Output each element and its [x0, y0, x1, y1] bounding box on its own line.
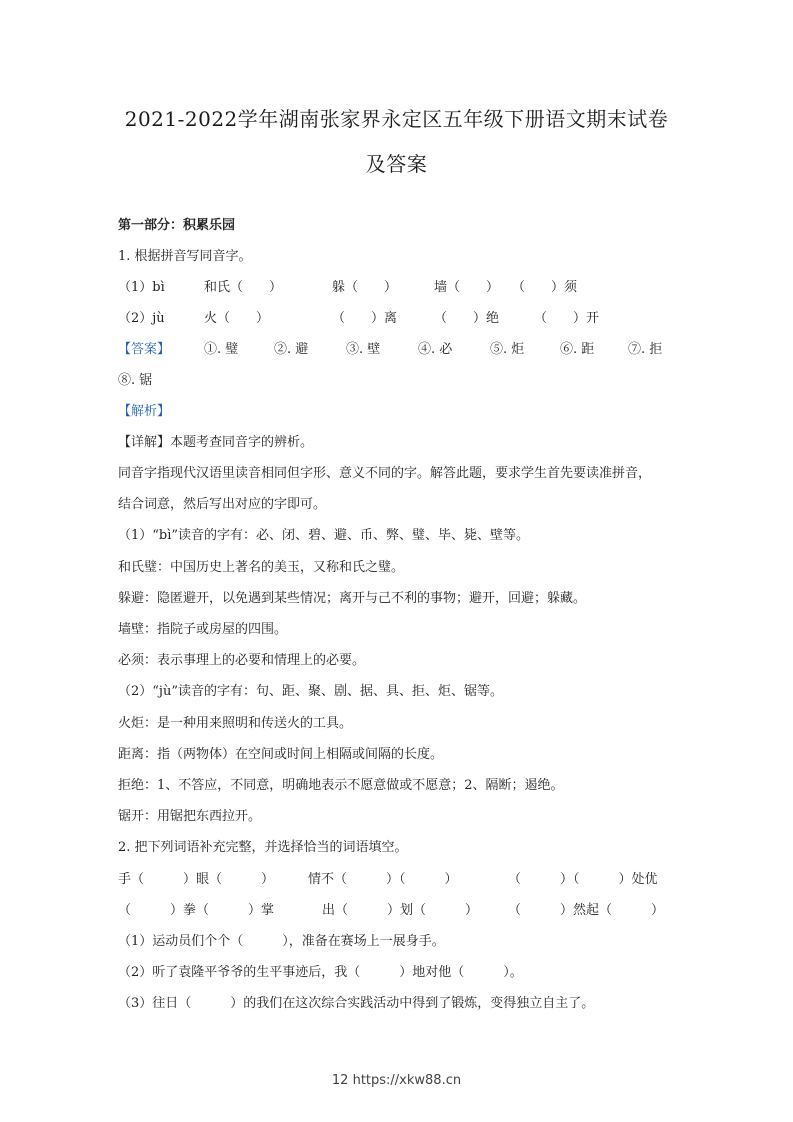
answer-item-last: ⑧. 锯 [118, 373, 153, 388]
answer-tag: 【答案】 [118, 342, 171, 357]
q2-word-blank: （ ）拳（ ）掌 [118, 903, 275, 918]
ju-word-explanation: 拒绝：1、不答应，不同意，明确地表示不愿意做或不愿意；2、隔断；遏绝。 [118, 778, 564, 793]
q1-row1-label: （1）bì [118, 280, 165, 295]
q2-sentence: （2）听了袁隆平爷爷的生平事迹后，我（ ）地对他（ ）。 [118, 965, 523, 980]
bi-word-explanation: 和氏璧：中国历史上著名的美玉，又称和氏之璧。 [118, 560, 405, 575]
page-footer: 12 https://xkw88.cn [331, 1073, 462, 1088]
answer-item: ⑥. 距 [560, 342, 595, 357]
q1-row1-item: 和氏（ ） [204, 280, 283, 295]
q1-prompt: 1. 根据拼音写同音字。 [118, 249, 252, 264]
title-line-1: 2021-2022学年湖南张家界永定区五年级下册语文期末试卷 [124, 107, 669, 131]
ju-word-explanation: 锯开：用锯把东西拉开。 [118, 809, 262, 824]
bi-word-explanation: 躲避：隐匿避开，以免遇到某些情况；离开与己不利的事物；避开，回避；躲藏。 [118, 591, 587, 606]
q2-word-blank: （ ）然起（ ） [508, 903, 665, 918]
q1-row2-item: （ ）绝 [434, 311, 500, 326]
q2-sentence: （3）往日（ ）的我们在这次综合实践活动中得到了锻炼，变得独立自主了。 [118, 996, 595, 1011]
q1-row1-item: 墙（ ） [434, 280, 500, 295]
bi-char-list: （1）“bì”读音的字有：必、闭、碧、避、币、弊、璧、毕、毙、壁等。 [118, 528, 530, 543]
q1-row2-item: （ ）离 [332, 311, 398, 326]
detail-line: 【详解】本题考查同音字的辨析。 [118, 435, 314, 450]
q2-sentence: （1）运动员们个个（ ），准备在赛场上一展身手。 [118, 934, 445, 949]
q2-prompt: 2. 把下列词语补充完整，并选择恰当的词语填空。 [118, 840, 408, 855]
explanation-para-line: 结合词意，然后写出对应的字即可。 [118, 497, 327, 512]
q2-word-blank: 出（ ）划（ ） [322, 903, 479, 918]
q1-row2-label: （2）jù [118, 311, 165, 326]
answer-item: ⑦. 拒 [628, 342, 663, 357]
answer-item: ②. 避 [274, 342, 309, 357]
section-heading: 第一部分：积累乐园 [118, 218, 236, 233]
q2-word-blank: 手（ ）眼（ ） [118, 872, 275, 887]
q1-row1-item: 躲（ ） [332, 280, 398, 295]
ju-word-explanation: 距离：指（两物体）在空间或时间上相隔或间隔的长度。 [118, 747, 444, 762]
q1-row2-item: 火（ ） [204, 311, 270, 326]
answer-item: ①. 璧 [204, 342, 239, 357]
bi-word-explanation: 墙壁：指院子或房屋的四围。 [118, 622, 288, 637]
title-line-2: 及答案 [365, 152, 428, 176]
q1-row2-item: （ ）开 [534, 311, 600, 326]
ju-word-explanation: 火炬：是一种用来照明和传送火的工具。 [118, 716, 353, 731]
q1-row1-item: （ ）须 [512, 280, 578, 295]
ju-char-list: （2）“jù”读音的字有：句、距、聚、剧、据、具、拒、炬、锯等。 [118, 684, 503, 699]
q2-word-blank: （ ）（ ）处优 [508, 872, 658, 887]
analysis-tag: 【解析】 [118, 404, 171, 419]
q2-word-blank: 情不（ ）（ ） [308, 872, 458, 887]
answer-item: ③. 壁 [346, 342, 381, 357]
answer-item: ⑤. 炬 [490, 342, 525, 357]
explanation-para-line: 同音字指现代汉语里读音相同但字形、意义不同的字。解答此题，要求学生首先要读准拼音， [118, 466, 652, 481]
bi-word-explanation: 必须：表示事理上的必要和情理上的必要。 [118, 653, 366, 668]
answer-item: ④. 必 [418, 342, 453, 357]
